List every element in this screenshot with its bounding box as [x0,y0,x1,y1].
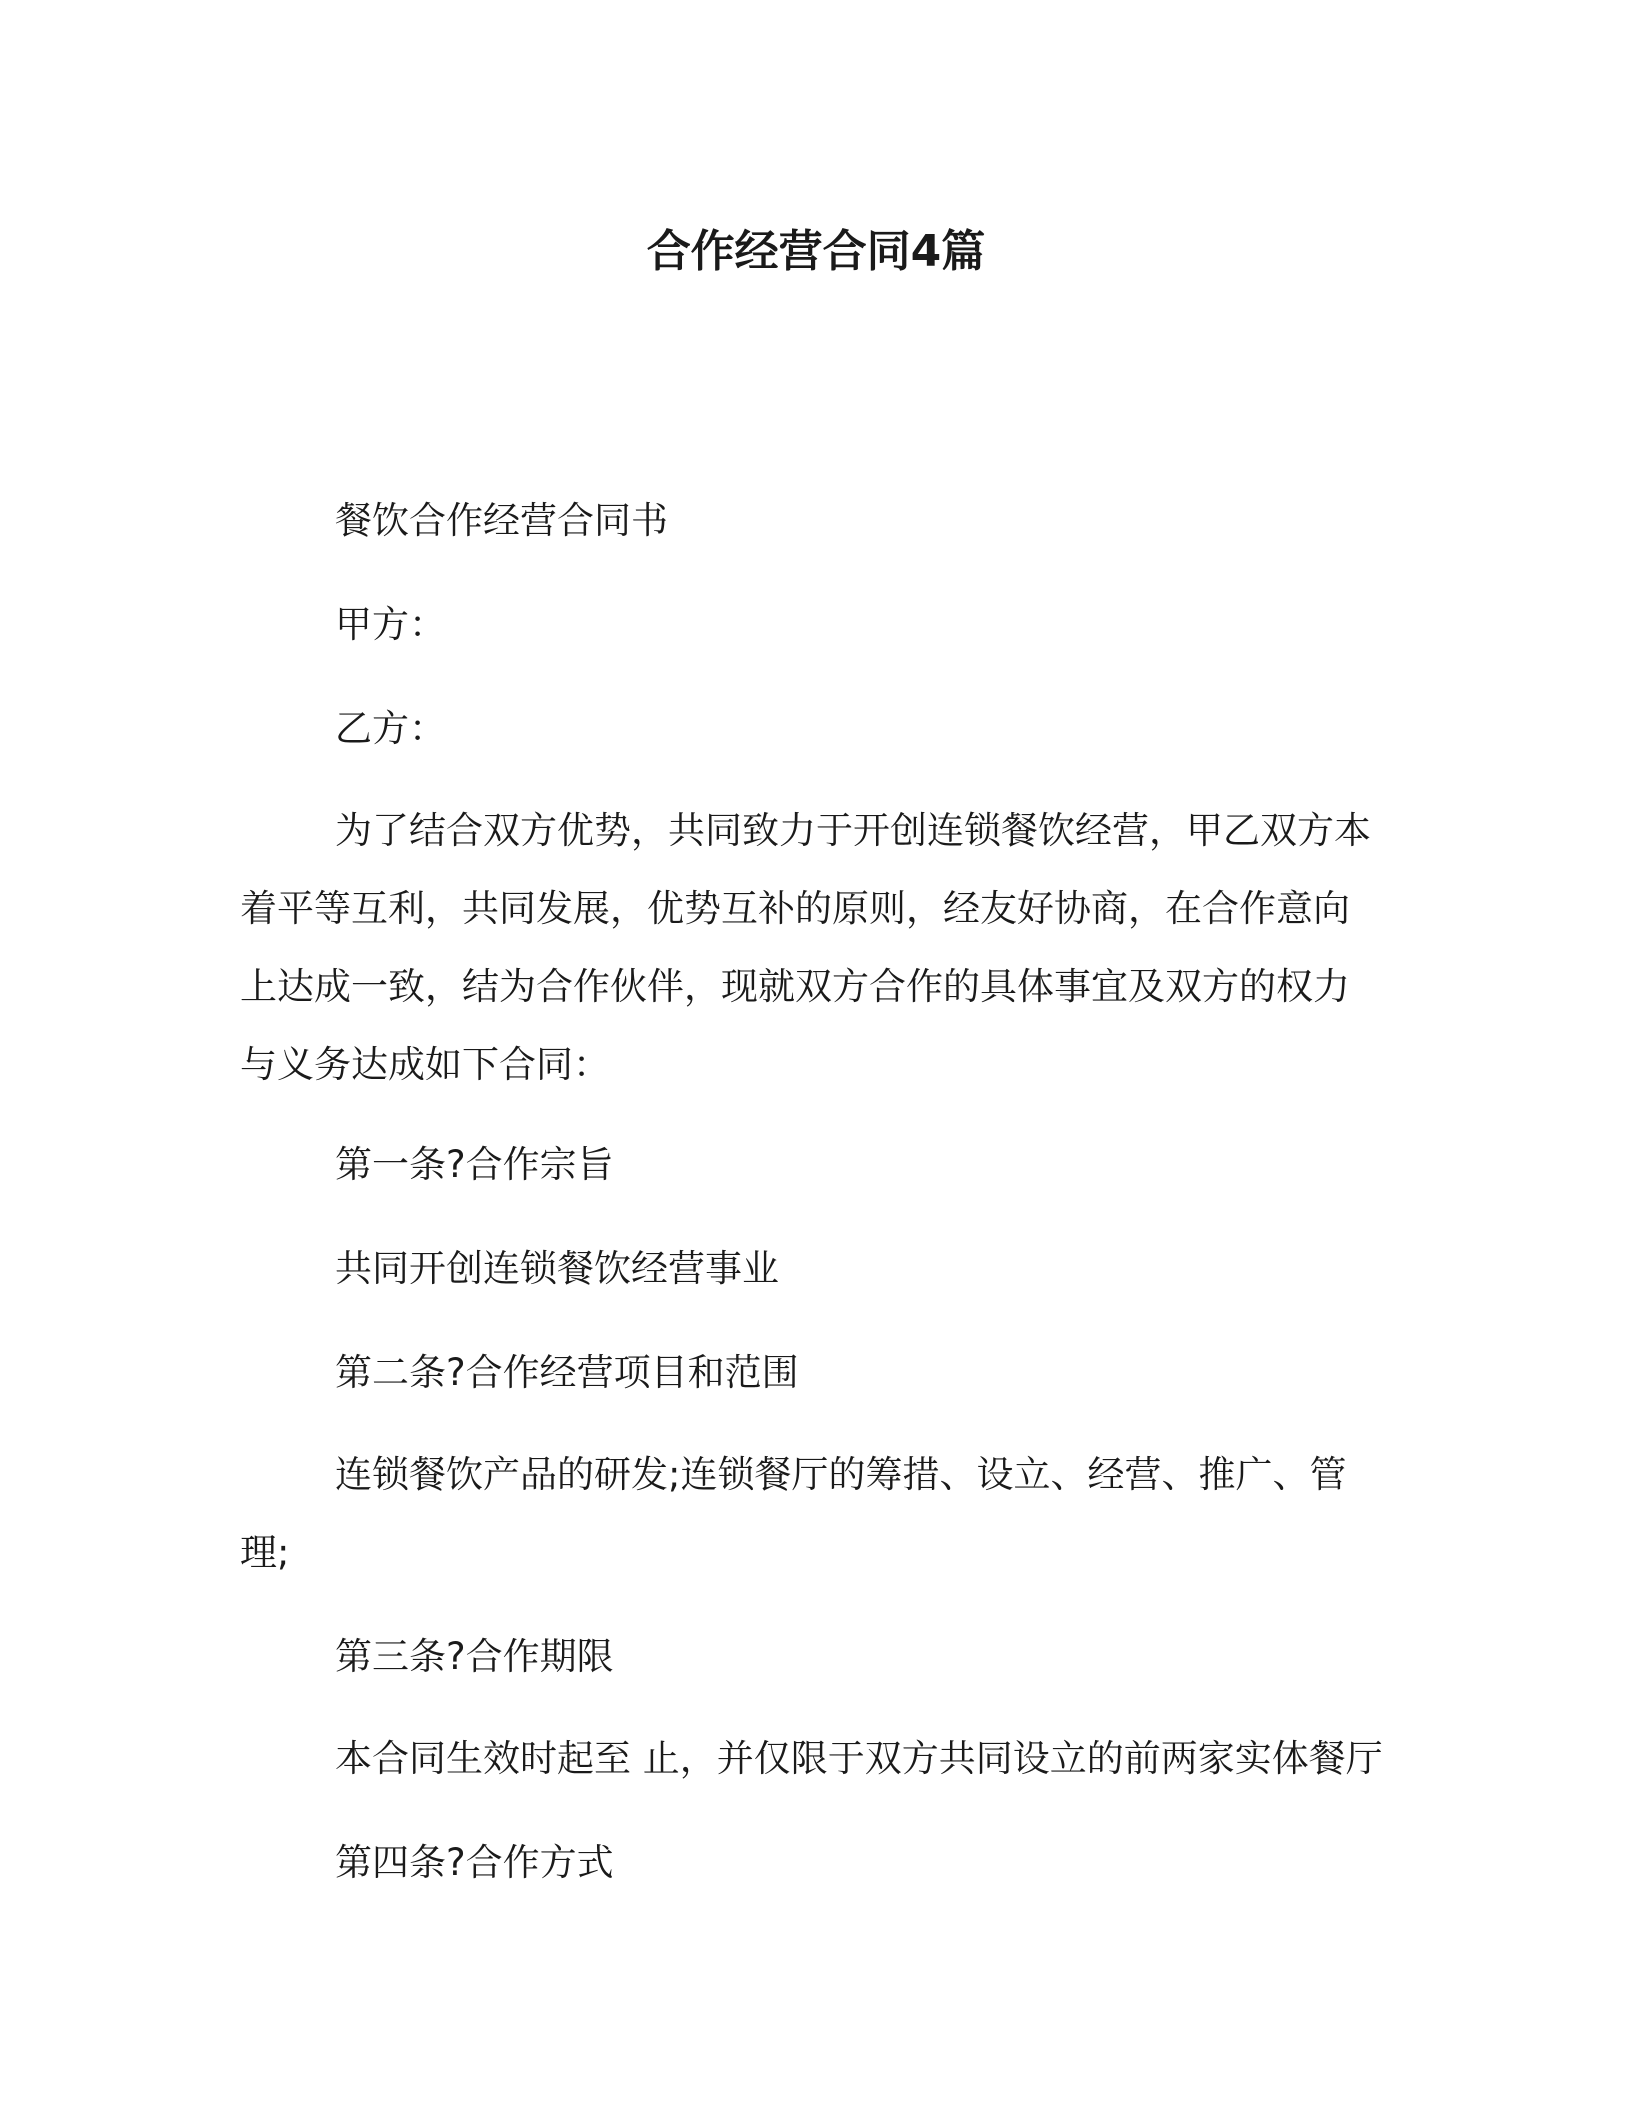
article-2-title: 第二条?合作经营项目和范围 [335,1351,799,1394]
article-1-title-block [240,1126,1385,1204]
preamble-paragraph [240,792,1385,1104]
article-3-title-block [240,1618,1385,1696]
party-a-label: 甲方： [335,603,446,646]
party-b-label: 乙方： [335,707,446,750]
preamble-line: 着平等互利，共同发展，优势互补的原则，经友好协商，在合作意向 [240,887,1350,930]
contract-heading-block [240,482,1385,560]
document-title: 合作经营合同4篇 [646,226,986,277]
article-4-title: 第四条?合作方式 [335,1841,614,1884]
article-3-body: 本合同生效时起至 止，并仅限于双方共同设立的前两家实体餐厅 [335,1737,1383,1780]
article-1-body-block [240,1230,1385,1308]
preamble-line: 为了结合双方优势，共同致力于开创连锁餐饮经营，甲乙双方本 [335,809,1371,852]
article-2-title-block [240,1334,1385,1412]
preamble-line: 上达成一致，结为合作伙伴，现就双方合作的具体事宜及双方的权力 [240,965,1350,1008]
preamble-line: 与义务达成如下合同： [240,1043,610,1086]
article-2-body-line: 理; [240,1531,290,1574]
article-1-body: 共同开创连锁餐饮经营事业 [335,1247,779,1290]
contract-heading: 餐饮合作经营合同书 [335,499,668,542]
article-2-body-block [240,1436,1385,1592]
article-3-body-block [240,1720,1385,1798]
article-3-title: 第三条?合作期限 [335,1635,614,1678]
party-b-block [240,690,1385,768]
article-1-title: 第一条?合作宗旨 [335,1143,614,1186]
party-a-block [240,586,1385,664]
article-4-title-block [240,1824,1385,1902]
article-2-body-line: 连锁餐饮产品的研发;连锁餐厅的筹措、设立、经营、推广、管 [335,1453,1347,1496]
